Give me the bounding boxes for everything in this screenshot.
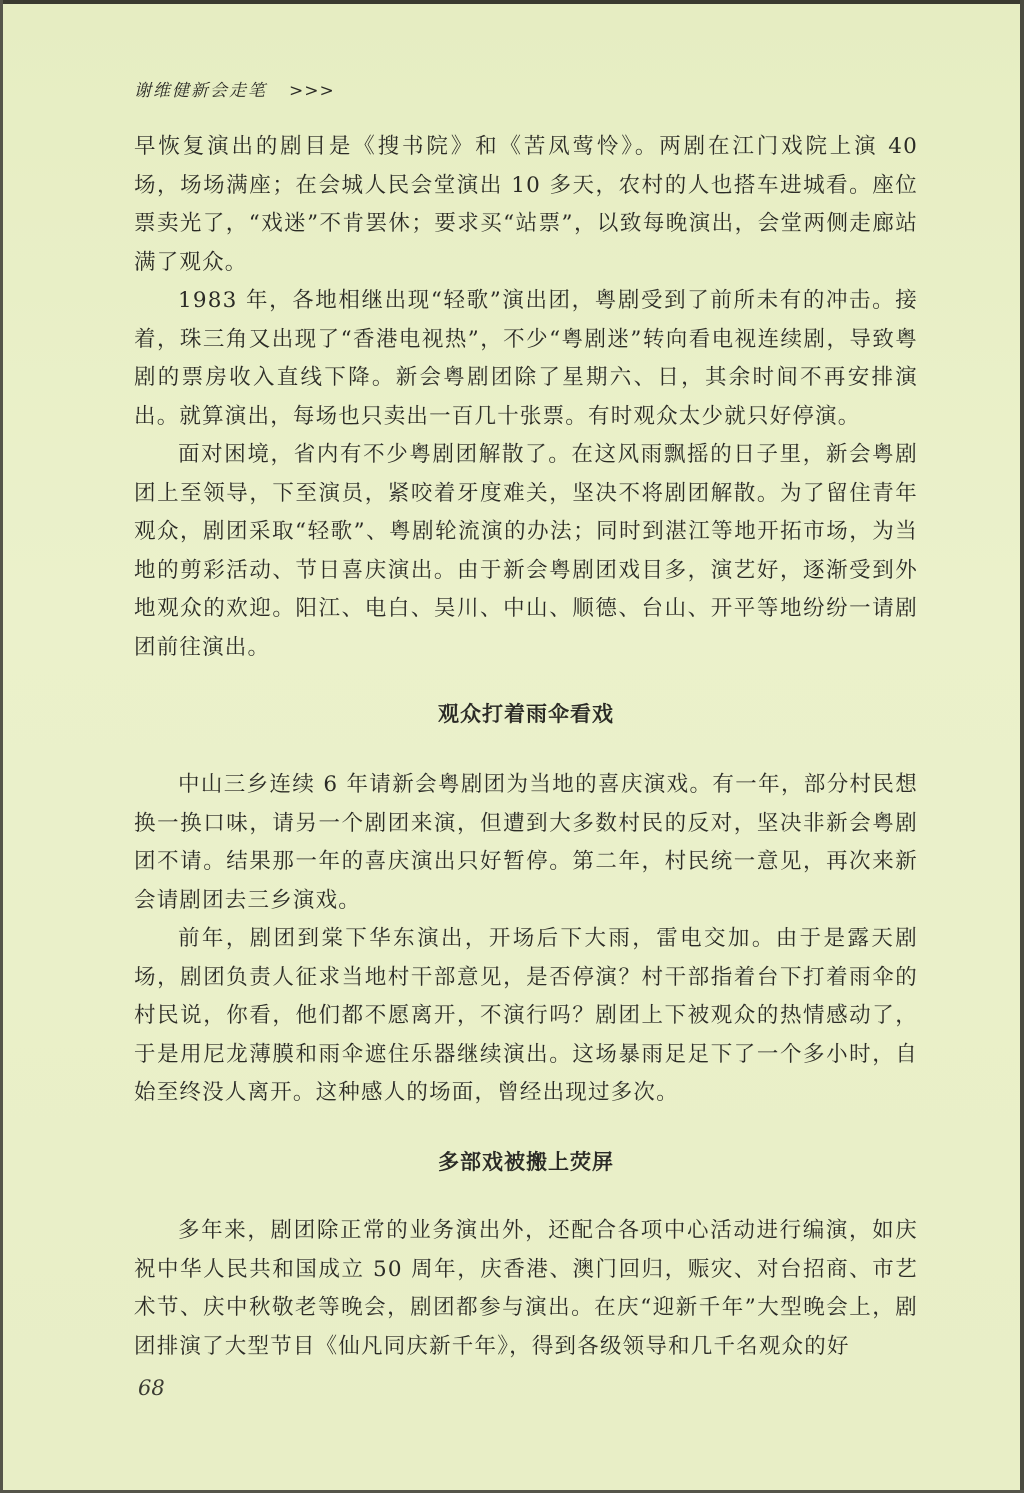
running-title: 谢维健新会走笔 xyxy=(134,81,267,101)
paragraph: 中山三乡连续 6 年请新会粤剧团为当地的喜庆演戏。有一年，部分村民想换一换口味，请另一个剧团来演，但遭到大多数村民的反对，坚决非新会粤剧团不请。结果那一年的喜庆演出只好暂停。第二年，村民统一意见，再次来新会请剧团去三乡演戏。 xyxy=(134,772,918,913)
running-head-arrows: >>> xyxy=(289,81,335,101)
section-1 xyxy=(134,128,918,667)
scan-edge-top xyxy=(0,0,1024,4)
paragraph: 多年来，剧团除正常的业务演出外，还配合各项中心活动进行编演，如庆祝中华人民共和国成立 50 周年，庆香港、澳门回归，赈灾、对台招商、市艺术节、庆中秋敬老等晚会，剧团都参与演出。在庆“迎新千年”大型晚会上，剧团排演了大型节目《仙凡同庆新千年》，得到各级领导和几千名观众的好 xyxy=(134,1218,918,1359)
section-heading: 多部戏被搬上荧屏 xyxy=(438,1150,614,1174)
running-head xyxy=(134,76,335,101)
paragraph: 早恢复演出的剧目是《搜书院》和《苦凤莺怜》。两剧在江门戏院上演 40 场，场场满座；在会城人民会堂演出 10 多天，农村的人也搭车进城看。座位票卖光了，“戏迷”不肯罢休；要求买“站票”，以致每晚演出，会堂两侧走廊站满了观众。 xyxy=(134,134,918,275)
scan-edge-right xyxy=(1020,0,1024,1493)
paragraph: 前年，剧团到棠下华东演出，开场后下大雨，雷电交加。由于是露天剧场，剧团负责人征求当地村干部意见，是否停演？村干部指着台下打着雨伞的村民说，你看，他们都不愿离开，不演行吗？剧团上下被观众的热情感动了，于是用尼龙薄膜和雨伞遮住乐器继续演出。这场暴雨足足下了一个多小时，自始至终没人离开。这种感人的场面，曾经出现过多次。 xyxy=(134,926,918,1105)
paragraph: 面对困境，省内有不少粤剧团解散了。在这风雨飘摇的日子里，新会粤剧团上至领导，下至演员，紧咬着牙度难关，坚决不将剧团解散。为了留住青年观众，剧团采取“轻歌”、粤剧轮流演的办法；同时到湛江等地开拓市场，为当地的剪彩活动、节日喜庆演出。由于新会粤剧团戏目多，演艺好，逐渐受到外地观众的欢迎。阳江、电白、吴川、中山、顺德、台山、开平等地纷纷一请剧团前往演出。 xyxy=(134,442,918,660)
page-number: 68 xyxy=(138,1376,165,1400)
paragraph: 1983 年，各地相继出现“轻歌”演出团，粤剧受到了前所未有的冲击。接着，珠三角又出现了“香港电视热”，不少“粤剧迷”转向看电视连续剧，导致粤剧的票房收入直线下降。新会粤剧团除了星期六、日，其余时间不再安排演出。就算演出，每场也只卖出一百几十张票。有时观众太少就只好停演。 xyxy=(134,288,918,429)
section-3 xyxy=(134,1212,918,1366)
section-2 xyxy=(134,766,918,1113)
scan-edge-left xyxy=(0,0,3,1493)
section-heading: 观众打着雨伞看戏 xyxy=(438,702,614,726)
